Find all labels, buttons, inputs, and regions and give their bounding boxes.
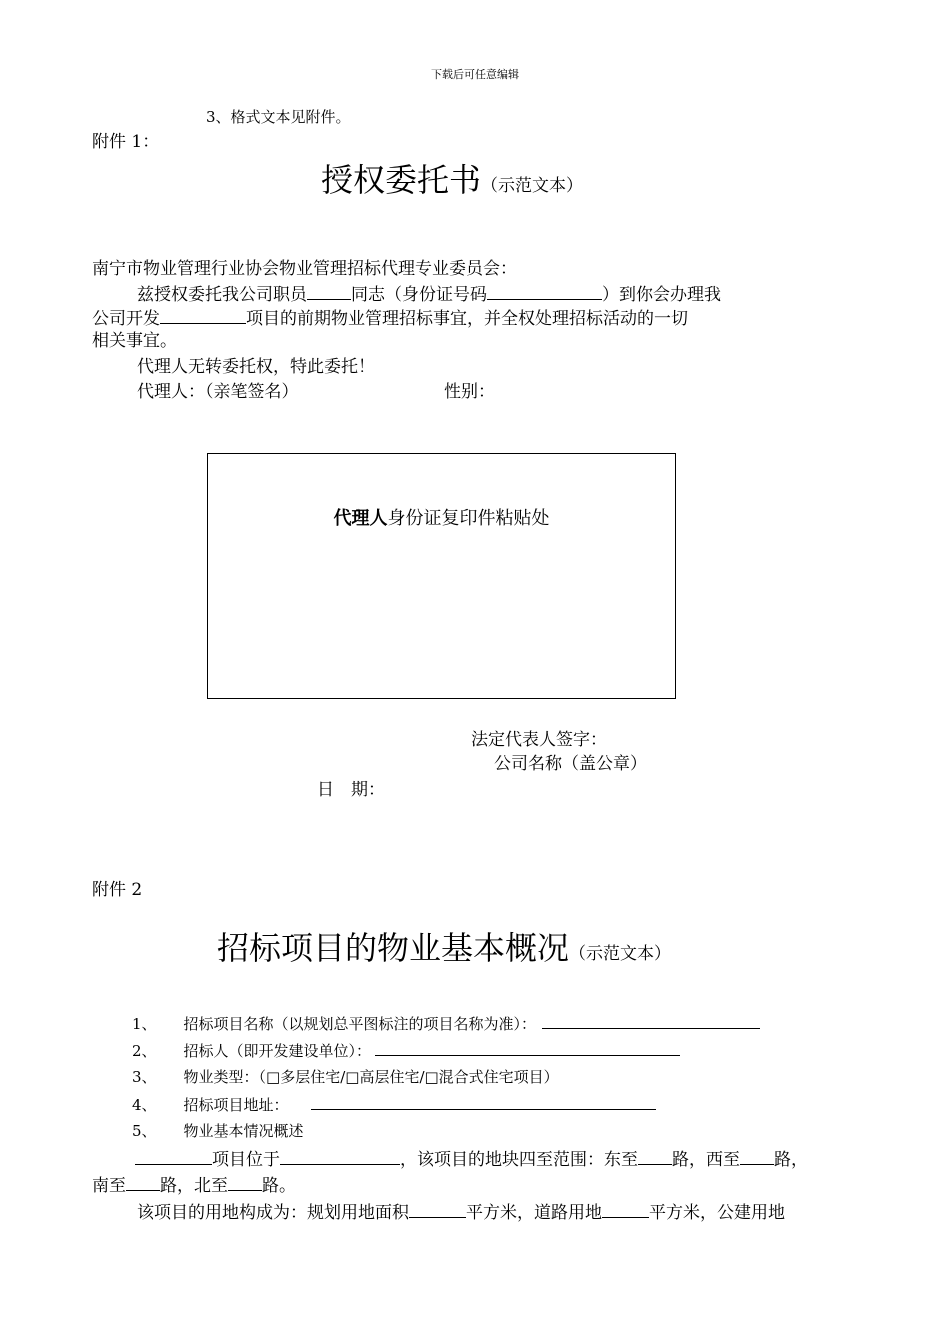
loc-text-4: 路， — [774, 1150, 808, 1170]
auth-text-3: ）到你会办理我 — [602, 285, 721, 305]
land-text-3: 平方米，公建用地 — [649, 1203, 785, 1223]
project-name-blank[interactable] — [160, 305, 246, 324]
id-number-blank[interactable] — [487, 281, 602, 300]
id-box-bold: 代理人 — [333, 508, 388, 529]
attachment1-label: 附件 1： — [92, 132, 160, 152]
north-road-blank[interactable] — [228, 1172, 262, 1191]
attachment1-title — [321, 160, 583, 206]
item-text: 招标项目名称（以规划总平图标注的项目名称为准）： — [183, 1015, 537, 1033]
item-text: 招标人（即开发建设单位）： — [183, 1042, 372, 1060]
intro-item: 3、格式文本见附件。 — [206, 108, 351, 126]
west-road-blank[interactable] — [740, 1146, 774, 1165]
gender-label: 性别： — [444, 382, 495, 402]
overview-item-3 — [132, 1066, 559, 1088]
tenderer-field[interactable] — [375, 1039, 680, 1056]
item-number: 1、 — [132, 1015, 157, 1033]
overview-item-2 — [132, 1039, 680, 1062]
item-text: 物业基本情况概述 — [183, 1122, 304, 1140]
location-line-1 — [135, 1146, 808, 1172]
loc-text-7: 路。 — [262, 1176, 296, 1196]
auth-text-4: 公司开发 — [92, 309, 160, 329]
no-transfer-statement: 代理人无转委托权，特此委托！ — [137, 357, 375, 377]
addressee: 南宁市物业管理行业协会物业管理招标代理专业委员会： — [92, 259, 517, 279]
project-address-field[interactable] — [311, 1093, 656, 1110]
company-name-seal: 公司名称（盖公章） — [494, 754, 647, 774]
item-number: 3、 — [132, 1068, 157, 1086]
loc-text-5: 南至 — [92, 1176, 126, 1196]
location-blank-2[interactable] — [280, 1146, 400, 1165]
auth-text-1: 兹授权委托我公司职员 — [137, 285, 307, 305]
loc-text-6: 路，北至 — [160, 1176, 228, 1196]
date-label: 日 期： — [317, 780, 385, 800]
overview-item-1 — [132, 1012, 760, 1035]
land-text-2: 平方米，道路用地 — [466, 1203, 602, 1223]
auth-line-3: 相关事宜。 — [92, 331, 177, 351]
location-blank-1[interactable] — [135, 1146, 212, 1165]
id-copy-box — [207, 453, 676, 699]
item-number: 4、 — [132, 1096, 157, 1114]
item-number: 2、 — [132, 1042, 157, 1060]
staff-name-blank[interactable] — [307, 281, 351, 300]
item-number: 5、 — [132, 1122, 157, 1140]
east-road-blank[interactable] — [638, 1146, 672, 1165]
auth-text-5: 项目的前期物业管理招标事宜，并全权处理招标活动的一切 — [246, 309, 688, 329]
attachment2-subtitle: （示范文本） — [569, 944, 672, 964]
item-text: 物业类型：（□多层住宅/□高层住宅/□混合式住宅项目） — [183, 1068, 559, 1086]
auth-line-2 — [92, 305, 688, 331]
overview-item-5 — [132, 1120, 304, 1142]
attachment2-title — [217, 928, 671, 974]
attachment1-title-text: 授权委托书 — [321, 161, 482, 199]
land-text-1: 该项目的用地构成为：规划用地面积 — [137, 1203, 409, 1223]
road-area-blank[interactable] — [602, 1199, 649, 1218]
overview-item-4 — [132, 1093, 656, 1116]
loc-text-3: 路，西至 — [672, 1150, 740, 1170]
planned-area-blank[interactable] — [409, 1199, 466, 1218]
attachment1-subtitle: （示范文本） — [481, 176, 584, 196]
legal-rep-signature: 法定代表人签字： — [471, 730, 607, 750]
land-composition-line — [137, 1199, 785, 1225]
attachment2-label: 附件 2 — [92, 880, 143, 900]
project-name-field[interactable] — [542, 1012, 760, 1029]
attachment2-title-text: 招标项目的物业基本概况 — [217, 929, 570, 967]
loc-text-2: ，该项目的地块四至范围：东至 — [400, 1150, 638, 1170]
item-text: 招标项目地址： — [183, 1096, 289, 1114]
loc-text-1: 项目位于 — [212, 1150, 280, 1170]
id-copy-box-label — [208, 504, 675, 530]
auth-text-2: 同志（身份证号码 — [351, 285, 487, 305]
auth-line-1 — [137, 281, 721, 307]
south-road-blank[interactable] — [126, 1172, 160, 1191]
page-header: 下载后可任意编辑 — [431, 68, 519, 81]
location-line-2 — [92, 1172, 296, 1198]
id-box-rest: 身份证复印件粘贴处 — [387, 508, 550, 529]
agent-signature-label: 代理人：（亲笔签名） — [137, 382, 299, 402]
